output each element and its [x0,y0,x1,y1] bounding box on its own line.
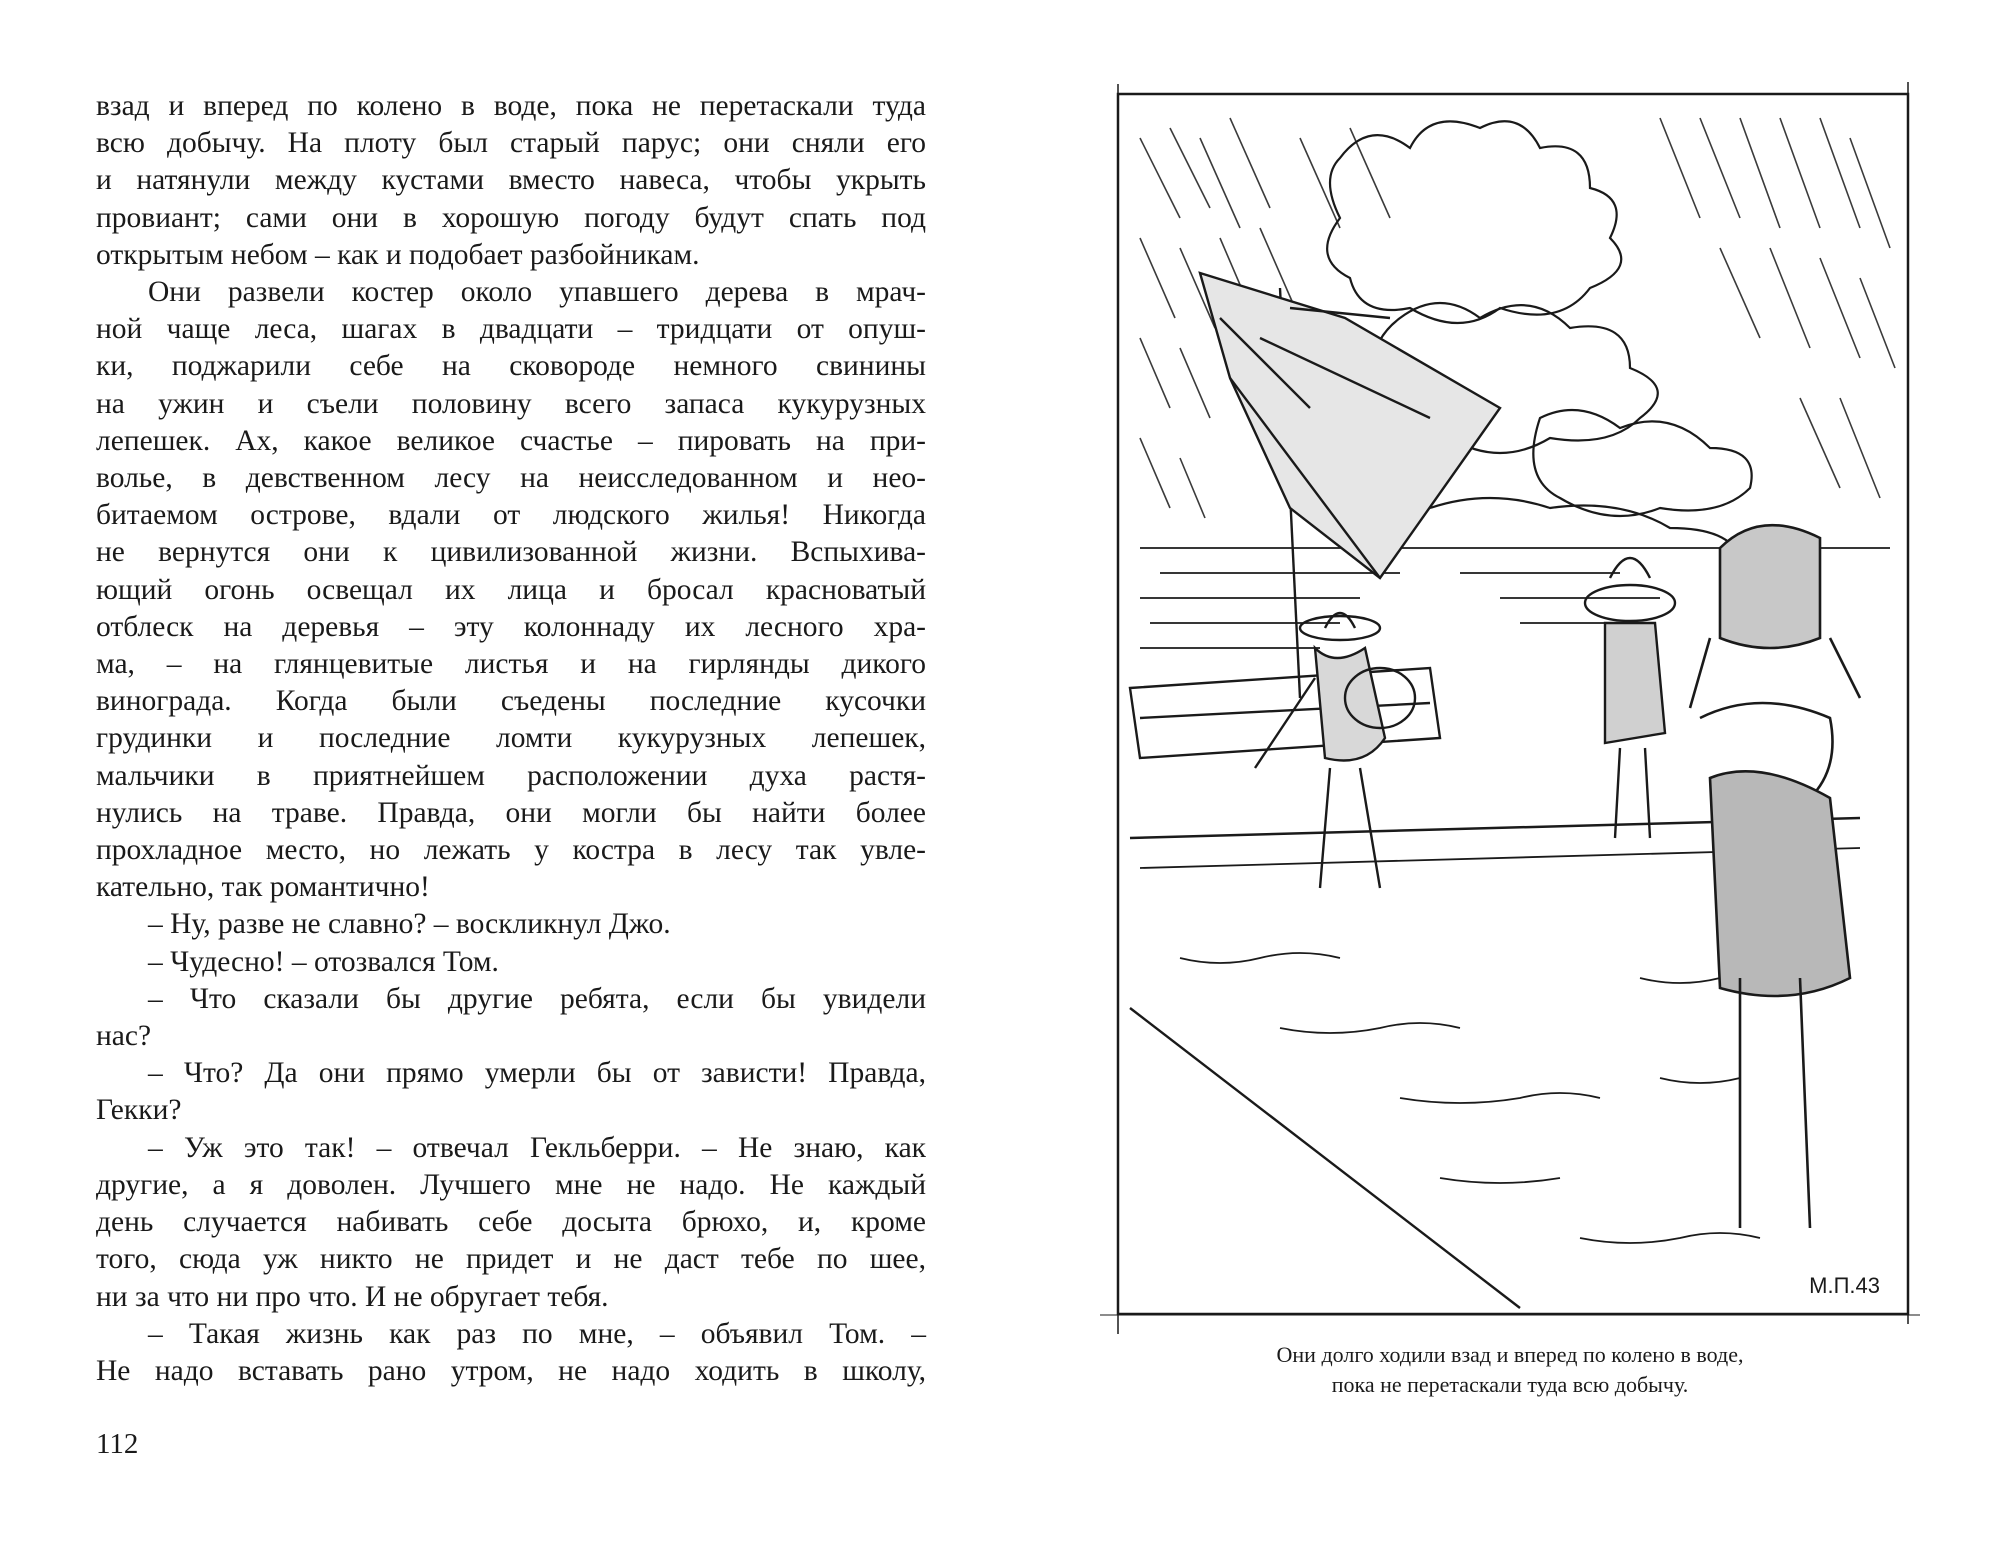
paragraph [96,1130,926,1316]
text-line: грудинки и последние ломти кукурузных лепешек, [96,722,926,755]
paragraph [96,1055,926,1129]
text-line: день случается набивать себе досыта брюхо, и, кроме [96,1206,926,1239]
boy-center [1585,558,1675,838]
text-line: битаемом острове, вдали от людского жилья! Никогда [96,499,926,532]
text-line: того, сюда уж никто не придет и не даст тебе по шее, [96,1243,926,1276]
boy-right [1690,525,1860,1228]
paragraph [96,944,926,981]
ink-sketch [1100,78,1920,1334]
text-line: провиант; сами они в хорошую погоду будут спать под [96,201,926,234]
text-line: – Что? Да они прямо умерли бы от зависти! Правда, [148,1057,926,1090]
text-line: волье, в девственном лесу на неисследованном и нео- [96,462,926,495]
text-line: – Уж это так! – отвечал Гекльберри. – Не знаю, как [148,1131,926,1164]
paragraph [96,1316,926,1390]
text-line: ма, – на глянцевитые листья и на гирлянды дикого [96,648,926,681]
caption-line: пока не перетаскали туда всю добычу. [1331,1372,1689,1397]
text-line: взад и вперед по колено в воде, пока не перетаскали туда [96,90,926,122]
text-line: Гекки? [96,1094,182,1127]
page-number: 112 [96,1428,139,1460]
caption-line: Они долго ходили взад и вперед по колено в воде, [1276,1342,1744,1367]
text-line: – Что сказали бы другие ребята, если бы увидели [148,982,926,1015]
raft-and-sail [1130,273,1500,758]
text-line: – Ну, разве не славно? – воскликнул Джо. [148,908,671,941]
boy-left [1255,613,1415,888]
text-line: нулись на траве. Правда, они могли бы найти более [96,796,926,829]
text-line: другие, а я доволен. Лучшего мне не надо. Не каждый [96,1168,926,1201]
paragraph [96,981,926,1055]
text-line: ной чаще леса, шагах в двадцати – тридцати от опуш- [96,313,926,346]
text-line: ки, поджарили себе на сковороде немного свинины [96,350,926,383]
text-line: винограда. Когда были съедены последние кусочки [96,685,926,718]
text-line: мальчики в приятнейшем расположении духа растя- [96,759,926,792]
text-line: лепешек. Ах, какое великое счастье – пировать на при- [96,424,926,457]
text-line: ющий огонь освещал их лица и бросал красноватый [96,573,926,606]
text-line: – Чудесно! – отозвался Том. [148,945,499,978]
text-line: прохладное место, но лежать у костра в лесу так увле- [96,834,926,867]
text-line: Не надо вставать рано утром, не надо ходить в школу, [96,1354,926,1387]
paragraph [96,88,926,274]
text-line: нас? [96,1020,152,1053]
paragraph [96,906,926,943]
text-line: – Такая жизнь как раз по мне, – объявил Том. – [148,1317,926,1350]
paragraph [96,274,926,906]
left-page-text [96,88,926,1390]
illustration-caption [1100,1340,1920,1400]
text-line: и натянули между кустами вместо навеса, чтобы укрыть [96,164,926,197]
text-line: отблеск на деревья – эту колоннаду их лесного хра- [96,610,926,643]
text-line: ни за что ни про что. И не обругает тебя. [96,1280,609,1313]
text-line: не вернутся они к цивилизованной жизни. Вспыхива- [96,536,926,569]
text-line: открытым небом – как и подобает разбойникам. [96,238,700,271]
illustration-signature: М.П.43 [1809,1273,1880,1298]
text-line: кательно, так романтично! [96,871,430,904]
text-line: всю добычу. На плоту был старый парус; они сняли его [96,127,926,160]
text-line: на ужин и съели половину всего запаса кукурузных [96,387,926,420]
text-line: Они развели костер около упавшего дерева в мрач- [148,276,926,309]
illustration [1100,78,1920,1334]
